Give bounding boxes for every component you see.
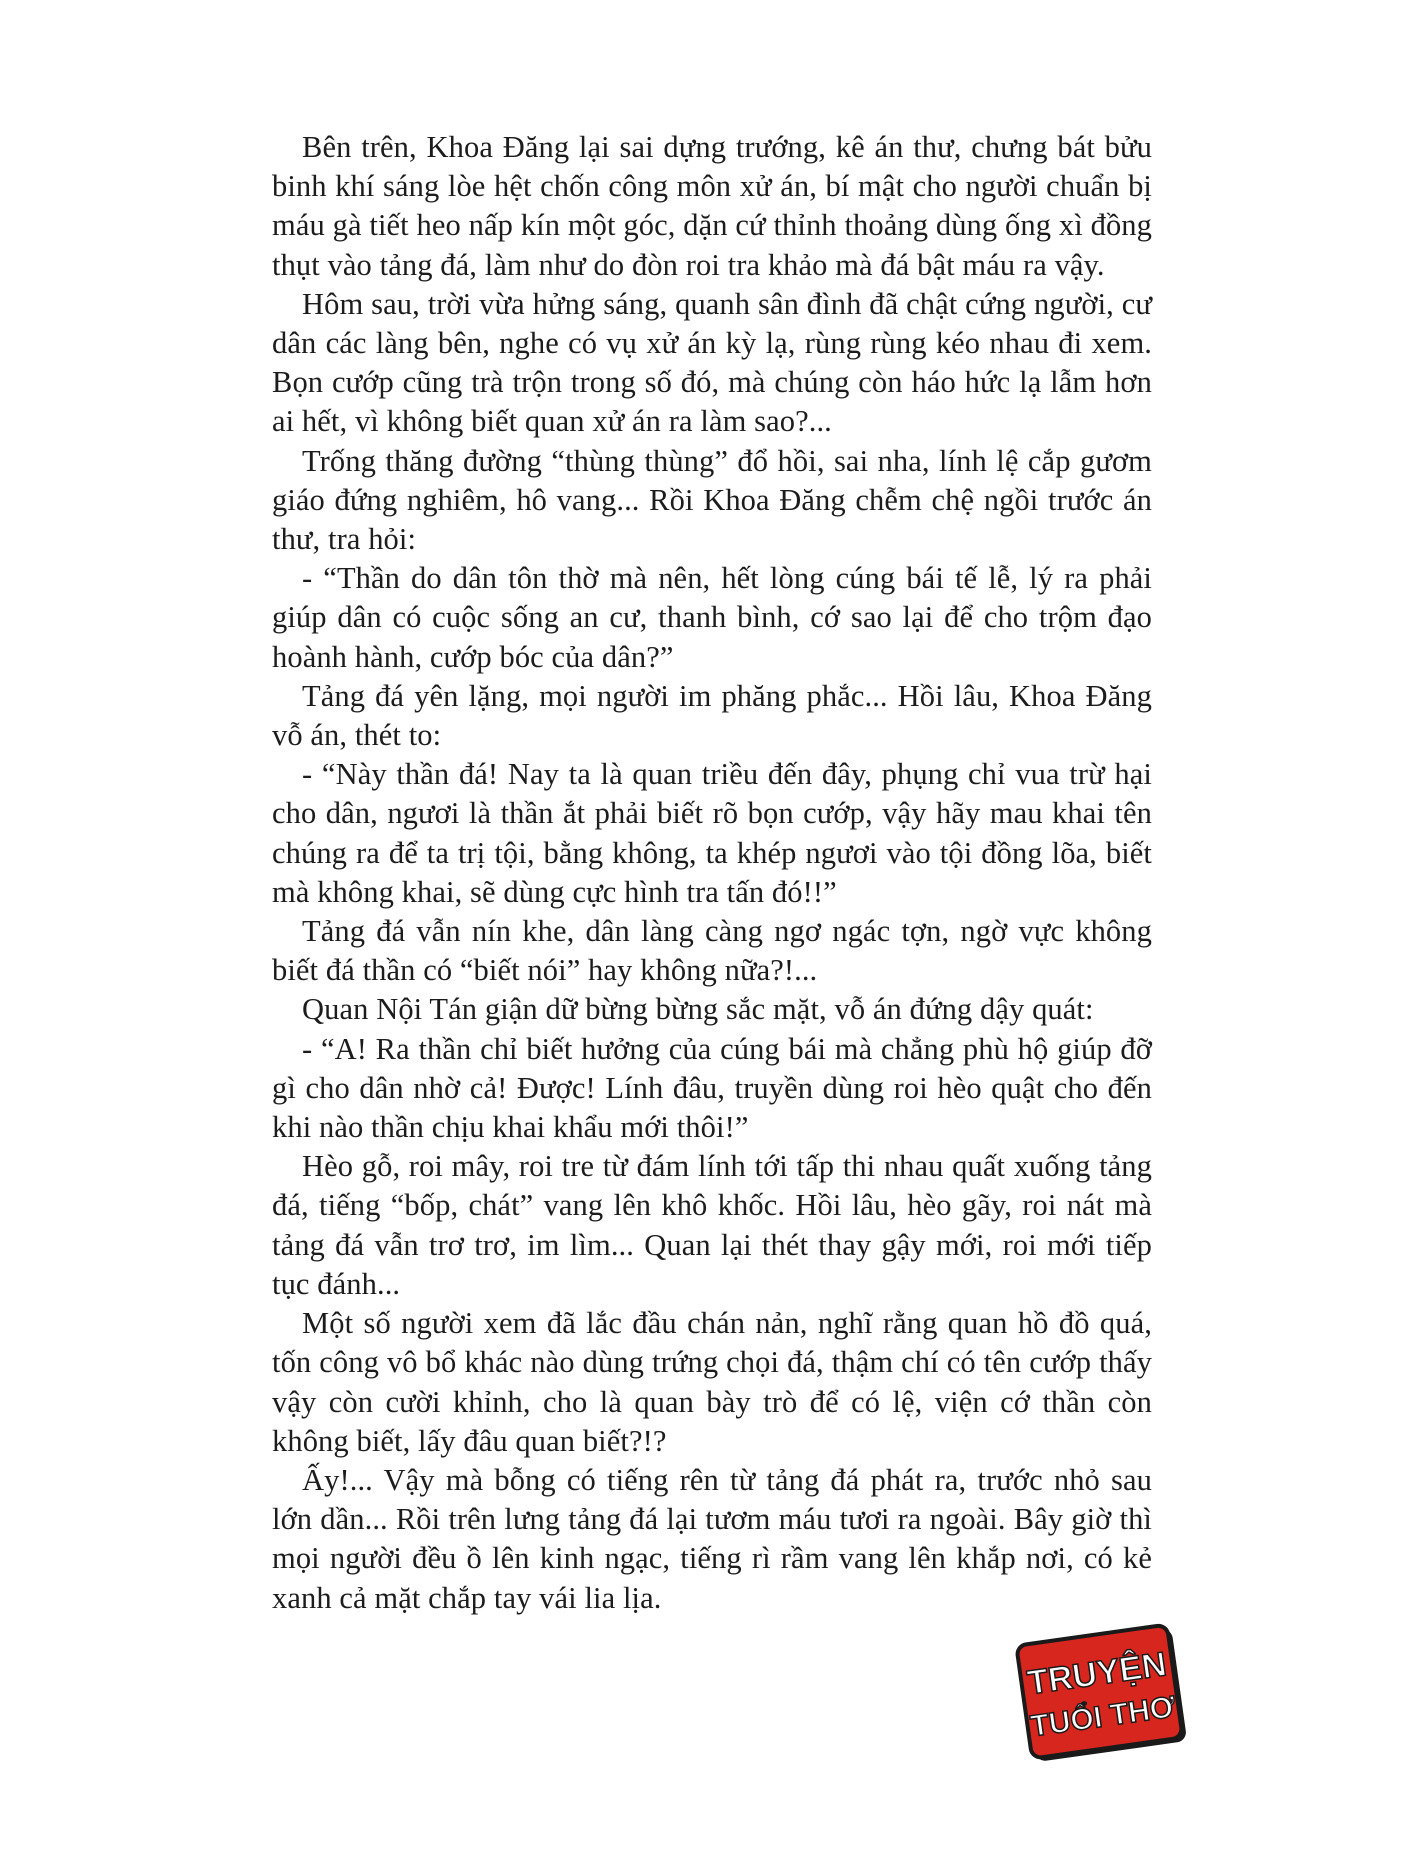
logo-text-line1: TRUYỆN <box>1025 1645 1169 1703</box>
paragraph-2: Hôm sau, trời vừa hửng sáng, quanh sân đình đã chật cứng người, cư dân các làng bên, nghe có vụ xử án kỳ lạ, rùng rùng kéo nhau đi xem. Bọn cướp cũng trà trộn trong số đó, mà chúng còn háo hức lạ lẫm hơn ai hết, vì không biết quan xử án ra làm sao?... <box>272 286 1152 439</box>
paragraph-10: Hèo gỗ, roi mây, roi tre từ đám lính tới tấp thi nhau quất xuống tảng đá, tiếng “bốp, chát” vang lên khô khốc. Hồi lâu, hèo gãy, roi nát mà tảng đá vẫn trơ trơ, im lìm... Quan lại thét thay gậy mới, roi mới tiếp tục đánh... <box>272 1149 1152 1301</box>
truyen-tuoi-tho-logo <box>1014 1620 1194 1770</box>
paragraph-11: Một số người xem đã lắc đầu chán nản, nghĩ rằng quan hồ đồ quá, tốn công vô bổ khác nào dùng trứng chọi đá, thậm chí có tên cướp thấy vậy còn cười khỉnh, cho là quan bày trò để có lệ, viện cớ thần còn không biết, lấy đâu quan biết?!? <box>272 1306 1152 1458</box>
paragraph-1: Bên trên, Khoa Đăng lại sai dựng trướng, kê án thư, chưng bát bửu binh khí sáng lòe hệt chốn công môn xử án, bí mật cho người chuẩn bị máu gà tiết heo nấp kín một góc, dặn cứ thỉnh thoảng dùng ống xì đồng thụt vào tảng đá, làm như do đòn roi tra khảo mà đá bật máu ra vậy. <box>272 130 1152 282</box>
paragraph-4-dialogue: - “Thần do dân tôn thờ mà nên, hết lòng cúng bái tế lễ, lý ra phải giúp dân có cuộc sống an cư, thanh bình, cớ sao lại để cho trộm đạo hoành hành, cướp bóc của dân?” <box>272 561 1152 674</box>
paragraph-7: Tảng đá vẫn nín khe, dân làng càng ngơ ngác tợn, ngờ vực không biết đá thần có “biết nói” hay không nữa?!... <box>272 914 1152 988</box>
paragraph-8: Quan Nội Tán giận dữ bừng bừng sắc mặt, vỗ án đứng dậy quát: <box>302 992 1094 1027</box>
paragraph-12: Ấy!... Vậy mà bỗng có tiếng rên từ tảng đá phát ra, trước nhỏ sau lớn dần... Rồi trên lưng tảng đá lại tươm máu tươi ra ngoài. Bây giờ thì mọi người đều ồ lên kinh ngạc, tiếng rì rầm vang lên khắp nơi, có kẻ xanh cả mặt chắp tay vái lia lịa. <box>272 1462 1152 1615</box>
paragraph-9-dialogue: - “A! Ra thần chỉ biết hưởng của cúng bái mà chẳng phù hộ giúp đỡ gì cho dân nhờ cả! Được! Lính đâu, truyền dùng roi hèo quật cho đến khi nào thần chịu khai khẩu mới thôi!” <box>272 1031 1152 1145</box>
paragraph-6-dialogue: - “Này thần đá! Nay ta là quan triều đến đây, phụng chỉ vua trừ hại cho dân, ngươi là thần ắt phải biết rõ bọn cướp, vậy hãy mau khai tên chúng ra để ta trị tội, bằng không, ta khép ngươi vào tội đồng lõa, biết mà không khai, sẽ dùng cực hình tra tấn đó!!” <box>272 757 1152 909</box>
logo-graphic <box>1014 1620 1194 1770</box>
paragraph-5: Tảng đá yên lặng, mọi người im phăng phắc... Hồi lâu, Khoa Đăng vỗ án, thét to: <box>272 678 1152 753</box>
paragraph-3: Trống thăng đường “thùng thùng” đổ hồi, sai nha, lính lệ cắp gươm giáo đứng nghiêm, hô vang... Rồi Khoa Đăng chễm chệ ngồi trước án thư, tra hỏi: <box>272 443 1152 557</box>
logo-text-line2: TUỔI THƠ <box>1028 1690 1178 1744</box>
body-text <box>272 128 1152 1618</box>
